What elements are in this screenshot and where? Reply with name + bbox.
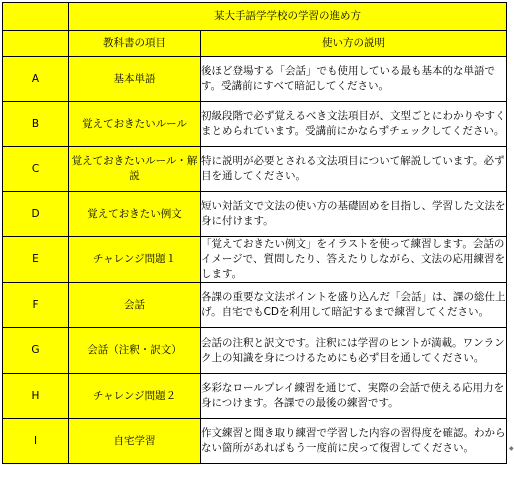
row-item[interactable]: 覚えておきたい例文 — [69, 192, 201, 237]
header-description[interactable]: 使い方の説明 — [201, 31, 507, 57]
study-method-table — [2, 2, 507, 464]
row-item[interactable]: チャレンジ問題１ — [69, 237, 201, 283]
table-row — [3, 147, 507, 192]
row-description[interactable]: 「覚えておきたい例文」をイラストを使って練習します。会話のイメージで、質問したり、答えたりしながら、文法の応用練習をします。 — [201, 237, 507, 283]
header-row — [3, 31, 507, 57]
row-item[interactable]: チャレンジ問題２ — [69, 374, 201, 419]
row-item[interactable]: 覚えておきたいルール — [69, 102, 201, 147]
row-description[interactable]: 短い対話文で文法の使い方の基礎固めを目指し、学習した文法を身に付けます。 — [201, 192, 507, 237]
row-item[interactable]: 基本単語 — [69, 57, 201, 102]
row-letter[interactable]: I — [3, 419, 69, 464]
row-description[interactable]: 会話の注釈と訳文です。注釈には学習のヒントが満載。ワンランク上の知識を身につけるためにも必ず目を通してください。 — [201, 328, 507, 374]
row-description[interactable]: 作文練習と聞き取り練習で学習した内容の習得度を確認。わからない箇所があればもう一度前に戻って復習してください。 — [201, 419, 507, 464]
row-letter[interactable]: A — [3, 57, 69, 102]
title-row — [3, 3, 507, 31]
row-item[interactable]: 自宅学習 — [69, 419, 201, 464]
table-row — [3, 102, 507, 147]
row-letter[interactable]: H — [3, 374, 69, 419]
selection-fill-handle[interactable]: ◆ — [509, 445, 514, 452]
row-letter[interactable]: C — [3, 147, 69, 192]
row-letter[interactable]: F — [3, 283, 69, 328]
table-row — [3, 374, 507, 419]
row-letter[interactable]: D — [3, 192, 69, 237]
row-description[interactable]: 各課の重要な文法ポイントを盛り込んだ「会話」は、課の総仕上げ。自宅でもCDを利用して暗記するまで練習してください。 — [201, 283, 507, 328]
table-row — [3, 328, 507, 374]
table-row — [3, 419, 507, 464]
row-letter[interactable]: G — [3, 328, 69, 374]
table-row — [3, 237, 507, 283]
table-title[interactable]: 某大手語学学校の学習の進め方 — [69, 3, 507, 31]
row-letter[interactable]: B — [3, 102, 69, 147]
row-item[interactable]: 覚えておきたいルール・解説 — [69, 147, 201, 192]
row-description[interactable]: 多彩なロールプレイ練習を通じて、実際の会話で使える応用力を身につけます。各課での最後の練習です。 — [201, 374, 507, 419]
row-letter[interactable]: E — [3, 237, 69, 283]
header-corner-cell[interactable] — [3, 31, 69, 57]
table-row — [3, 192, 507, 237]
row-description[interactable]: 特に説明が必要とされる文法項目について解説しています。必ず目を通してください。 — [201, 147, 507, 192]
row-item[interactable]: 会話（注釈・訳文） — [69, 328, 201, 374]
title-corner-cell[interactable] — [3, 3, 69, 31]
row-description[interactable]: 後ほど登場する「会話」でも使用している最も基本的な単語です。受講前にすべて暗記してください。 — [201, 57, 507, 102]
row-description[interactable]: 初級段階で必ず覚えるべき文法項目が、文型ごとにわかりやすくまとめられています。受講前にかならずチェックしてください。 — [201, 102, 507, 147]
header-item[interactable]: 教科書の項目 — [69, 31, 201, 57]
table-row — [3, 283, 507, 328]
row-item[interactable]: 会話 — [69, 283, 201, 328]
table-row — [3, 57, 507, 102]
